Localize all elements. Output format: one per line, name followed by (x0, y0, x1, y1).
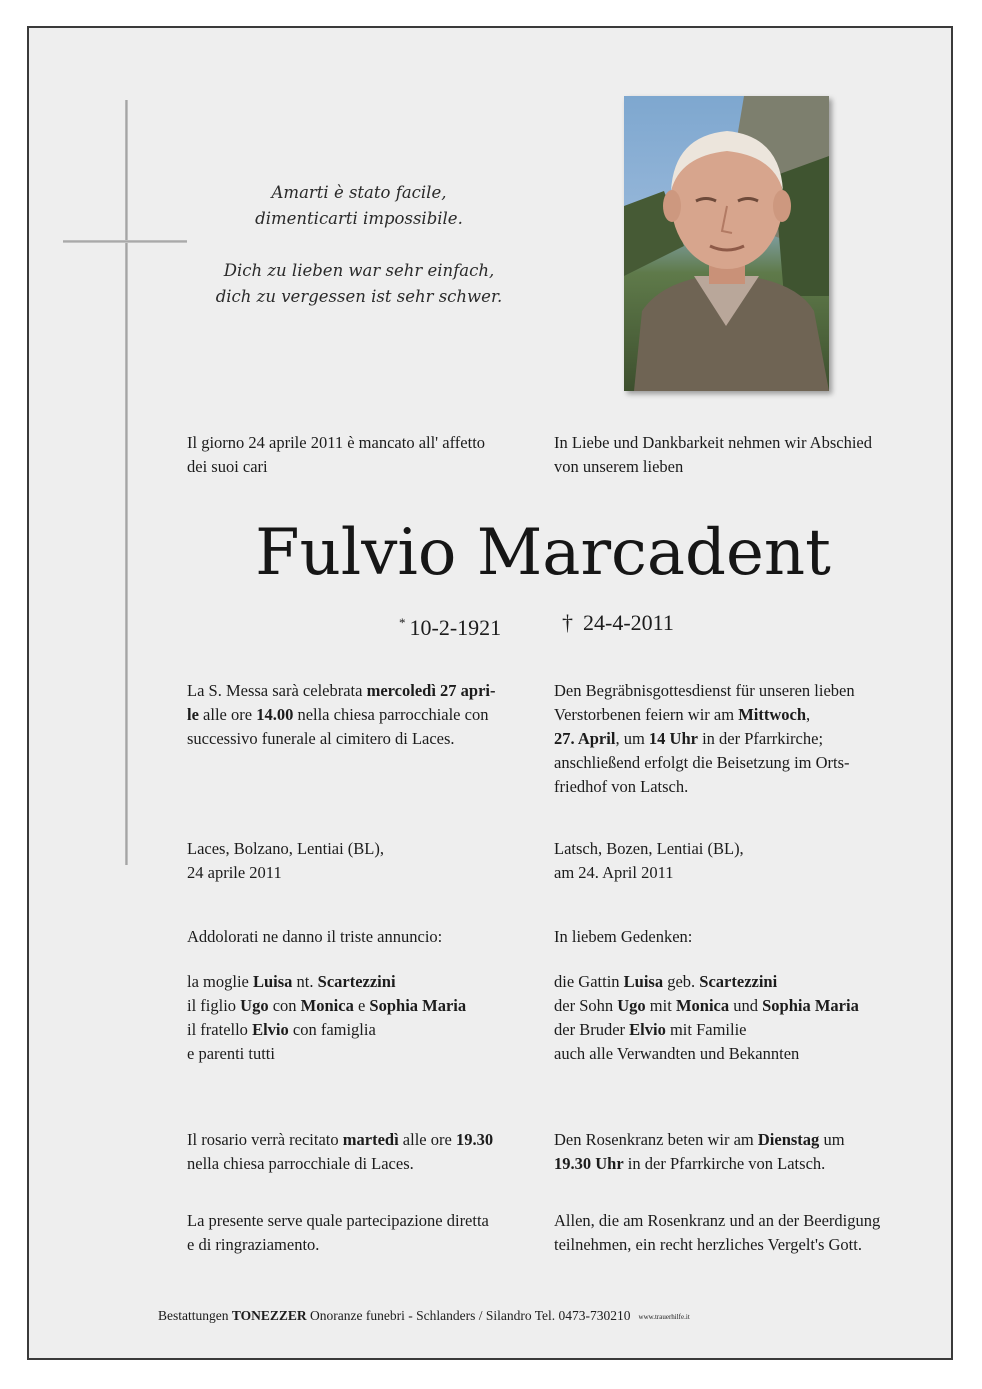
death-date: 24-4-2011 (583, 610, 674, 635)
text-line: Laces, Bolzano, Lentiai (BL), (187, 839, 385, 858)
text-line: il fratello Elvio con famiglia (187, 1020, 376, 1039)
text-line: e parenti tutti (187, 1044, 275, 1063)
death-date-group (562, 608, 674, 638)
quote-line: Dich zu lieben war sehr einfach, (223, 261, 495, 280)
portrait-illustration (624, 96, 829, 391)
mass-italian (187, 679, 496, 751)
footer-contact: Onoranze funebri - Schlanders / Silandro Tel. 0473-730210 (306, 1308, 631, 1323)
family-german (554, 970, 859, 1066)
cross-horizontal-beam (63, 240, 187, 243)
quote-line: dimenticarti impossibile. (255, 209, 463, 228)
text-line: friedhof von Latsch. (554, 777, 689, 796)
text-line: nella chiesa parrocchiale di Laces. (187, 1154, 414, 1173)
text-line: Il rosario verrà recitato martedì alle ore 19.30 (187, 1130, 494, 1149)
text-line: Den Rosenkranz beten wir am Dienstag um (554, 1130, 845, 1149)
place-date-german (554, 837, 744, 885)
text-line: Verstorbenen feiern wir am Mittwoch, (554, 705, 811, 724)
obituary-sheet (27, 26, 953, 1360)
text-line: 24 aprile 2011 (187, 863, 282, 882)
footer-prefix: Bestattungen (158, 1308, 232, 1323)
text-line: der Sohn Ugo mit Monica und Sophia Maria (554, 996, 859, 1015)
text-line: la moglie Luisa nt. Scartezzini (187, 972, 396, 991)
death-cross-symbol: † (562, 610, 573, 635)
text-line: e di ringraziamento. (187, 1235, 320, 1254)
text-line: La presente serve quale partecipazione diretta (187, 1211, 489, 1230)
announce-german (554, 925, 692, 949)
text-line: von unserem lieben (554, 457, 684, 476)
text-line: am 24. April 2011 (554, 863, 674, 882)
text-line: In liebem Gedenken: (554, 927, 693, 946)
quote-italian (159, 180, 559, 232)
family-italian (187, 970, 466, 1066)
thanks-italian (187, 1209, 489, 1257)
footer-brand: TONEZZER (231, 1308, 307, 1323)
cross-vertical-beam (125, 100, 128, 865)
text-line: Den Begräbnisgottesdienst für unseren lieben (554, 681, 855, 700)
text-line: dei suoi cari (187, 457, 268, 476)
quote-line: Amarti è stato facile, (271, 183, 447, 202)
text-line: Il giorno 24 aprile 2011 è mancato all' affetto (187, 433, 486, 452)
text-line: teilnehmen, ein recht herzliches Vergelt's Gott. (554, 1235, 862, 1254)
quote-line: dich zu vergessen ist sehr schwer. (215, 287, 503, 306)
text-line: Allen, die am Rosenkranz und an der Beerdigung (554, 1211, 881, 1230)
intro-german (554, 431, 872, 479)
footer-website: www.trauerhilfe.it (638, 1313, 690, 1321)
deceased-name: Fulvio Marcadent (255, 516, 831, 590)
text-line: le alle ore 14.00 nella chiesa parrocchiale con (187, 705, 489, 724)
birth-date-group (399, 608, 501, 643)
text-line: Latsch, Bozen, Lentiai (BL), (554, 839, 744, 858)
text-line: il figlio Ugo con Monica e Sophia Maria (187, 996, 467, 1015)
birth-symbol: * (399, 615, 406, 630)
text-line: auch alle Verwandten und Bekannten (554, 1044, 800, 1063)
intro-italian (187, 431, 485, 479)
place-date-italian (187, 837, 384, 885)
rosary-italian (187, 1128, 493, 1176)
footer-funeral-home (158, 1308, 690, 1324)
thanks-german (554, 1209, 880, 1257)
text-line: Addolorati ne danno il triste annuncio: (187, 927, 443, 946)
rosary-german (554, 1128, 845, 1176)
text-line: die Gattin Luisa geb. Scartezzini (554, 972, 778, 991)
text-line: La S. Messa sarà celebrata mercoledì 27 apri- (187, 681, 496, 700)
text-line: 19.30 Uhr in der Pfarrkirche von Latsch. (554, 1154, 826, 1173)
mass-german (554, 679, 855, 799)
announce-italian (187, 925, 442, 949)
text-line: der Bruder Elvio mit Familie (554, 1020, 747, 1039)
text-line: 27. April, um 14 Uhr in der Pfarrkirche; (554, 729, 824, 748)
text-line: anschließend erfolgt die Beisetzung im Orts- (554, 753, 850, 772)
text-line: In Liebe und Dankbarkeit nehmen wir Abschied (554, 433, 872, 452)
quote-german (159, 258, 559, 310)
birth-date: 10-2-1921 (409, 615, 502, 640)
text-line: successivo funerale al cimitero di Laces. (187, 729, 455, 748)
portrait-photo (624, 96, 829, 391)
